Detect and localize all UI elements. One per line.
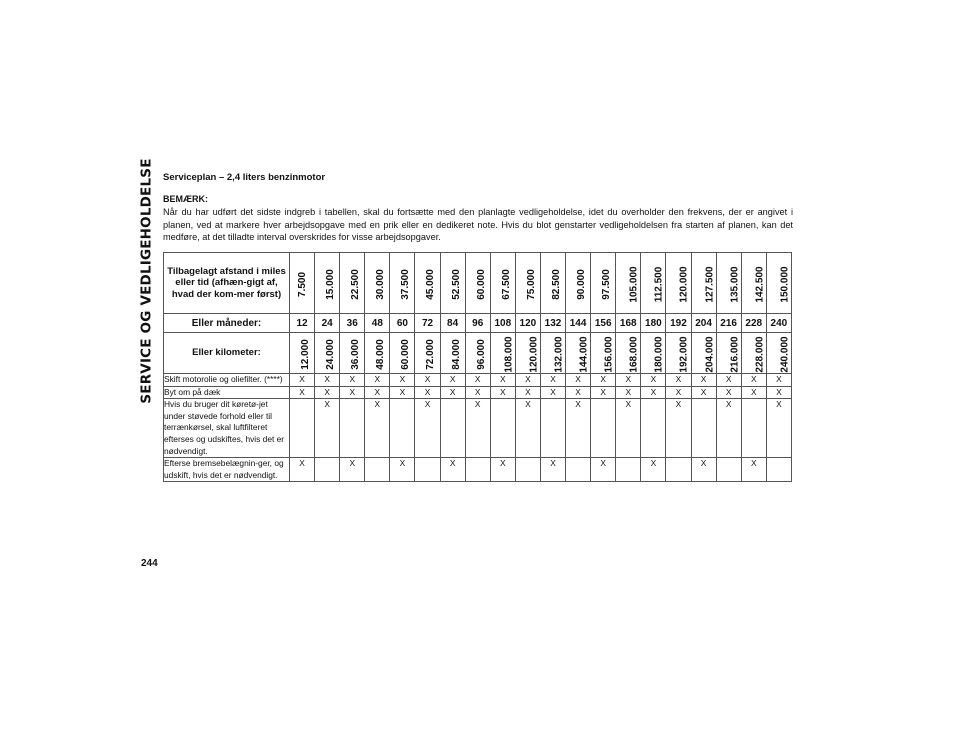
months-interval-value: 216	[716, 314, 741, 333]
miles-interval-cell	[641, 253, 666, 314]
months-header: Eller måneder:	[164, 314, 290, 333]
months-interval-value: 228	[741, 314, 766, 333]
kilometers-interval-value: 96.000	[475, 339, 487, 370]
months-interval-value: 36	[340, 314, 365, 333]
service-mark-cell: X	[616, 399, 641, 458]
miles-interval-cell	[691, 253, 716, 314]
miles-interval-value: 127.500	[704, 266, 716, 303]
kilometers-interval-cell	[390, 333, 415, 374]
service-mark-cell: X	[741, 386, 766, 399]
miles-interval-value: 75.000	[525, 269, 537, 300]
page-title: Serviceplan – 2,4 liters benzinmotor	[163, 172, 326, 183]
service-mark-cell	[641, 399, 666, 458]
note-text: Når du har udført det sidste indgreb i tabellen, skal du fortsætte med den planlagte vedligeholdelse, idet du overholder den frekvens, der er angivet i planen, ved at markere hver arbejdsopgave med en prik eller en dedikeret note. Hvis du blot genstarter vedligeholdelsen fra starten af planen, kan det medføre, at det tilladte interval overskrides for visse arbejdsopgaver.	[163, 207, 793, 242]
service-mark-cell: X	[515, 399, 540, 458]
months-interval-value: 84	[440, 314, 465, 333]
kilometers-interval-cell	[616, 333, 641, 374]
service-mark-cell: X	[666, 399, 691, 458]
miles-interval-value: 45.000	[425, 269, 437, 300]
table-row	[164, 399, 792, 458]
service-mark-cell	[540, 399, 565, 458]
kilometers-interval-value: 132.000	[553, 336, 565, 373]
service-mark-cell: X	[390, 386, 415, 399]
miles-interval-value: 30.000	[375, 269, 387, 300]
kilometers-interval-value: 72.000	[425, 339, 437, 370]
service-mark-cell: X	[465, 374, 490, 387]
service-mark-cell: X	[616, 386, 641, 399]
service-mark-cell: X	[340, 386, 365, 399]
kilometers-interval-value: 168.000	[628, 336, 640, 373]
service-mark-cell: X	[691, 374, 716, 387]
service-mark-cell: X	[415, 399, 440, 458]
miles-interval-cell	[415, 253, 440, 314]
months-interval-value: 96	[465, 314, 490, 333]
service-mark-cell: X	[766, 399, 791, 458]
miles-interval-value: 15.000	[324, 269, 336, 300]
months-interval-value: 72	[415, 314, 440, 333]
service-mark-cell	[515, 458, 540, 482]
task-description: Hvis du bruger dit køretø-jet under støvede forhold eller til terrænkørsel, skal luftfilteret efterses og udskiftes, hvis det er nødvendigt.	[164, 399, 290, 458]
miles-interval-cell	[616, 253, 641, 314]
service-mark-cell: X	[465, 386, 490, 399]
service-mark-cell: X	[716, 399, 741, 458]
service-mark-cell	[465, 458, 490, 482]
service-mark-cell: X	[440, 374, 465, 387]
service-mark-cell: X	[490, 458, 515, 482]
service-mark-cell: X	[290, 374, 315, 387]
service-mark-cell	[390, 399, 415, 458]
service-mark-cell: X	[315, 386, 340, 399]
kilometers-interval-value: 240.000	[779, 336, 791, 373]
table-row	[164, 458, 792, 482]
months-interval-value: 180	[641, 314, 666, 333]
miles-interval-cell	[290, 253, 315, 314]
months-interval-value: 60	[390, 314, 415, 333]
kilometers-interval-cell	[440, 333, 465, 374]
kilometers-interval-value: 192.000	[678, 336, 690, 373]
months-interval-value: 156	[591, 314, 616, 333]
kilometers-interval-value: 48.000	[375, 339, 387, 370]
service-schedule-table	[163, 252, 792, 482]
service-mark-cell: X	[716, 374, 741, 387]
kilometers-interval-cell	[290, 333, 315, 374]
months-interval-value: 120	[515, 314, 540, 333]
service-mark-cell	[315, 458, 340, 482]
service-mark-cell: X	[340, 458, 365, 482]
service-mark-cell: X	[440, 458, 465, 482]
service-mark-cell: X	[566, 399, 591, 458]
kilometers-interval-value: 108.000	[503, 336, 515, 373]
service-mark-cell	[365, 458, 390, 482]
kilometers-interval-value: 228.000	[754, 336, 766, 373]
service-mark-cell: X	[290, 386, 315, 399]
kilometers-interval-cell	[741, 333, 766, 374]
task-description: Skift motorolie og oliefilter. (****)	[164, 374, 290, 387]
kilometers-interval-cell	[365, 333, 390, 374]
section-side-tab-label: SERVICE OG VEDLIGEHOLDELSE	[139, 158, 156, 404]
service-mark-cell: X	[591, 458, 616, 482]
service-mark-cell: X	[290, 458, 315, 482]
service-mark-cell	[616, 458, 641, 482]
kilometers-interval-value: 180.000	[653, 336, 665, 373]
service-mark-cell: X	[666, 374, 691, 387]
miles-interval-cell	[440, 253, 465, 314]
miles-interval-value: 142.500	[754, 266, 766, 303]
kilometers-interval-cell	[691, 333, 716, 374]
miles-interval-value: 52.500	[450, 269, 462, 300]
months-interval-value: 168	[616, 314, 641, 333]
service-mark-cell: X	[515, 386, 540, 399]
mileage-header: Tilbagelagt afstand i miles eller tid (afhæn-gigt af, hvad der kom-mer først)	[164, 253, 290, 314]
miles-interval-value: 120.000	[678, 266, 690, 303]
months-interval-value: 240	[766, 314, 791, 333]
service-mark-cell: X	[641, 374, 666, 387]
miles-interval-value: 135.000	[729, 266, 741, 303]
kilometers-interval-cell	[340, 333, 365, 374]
note-label: BEMÆRK:	[163, 194, 208, 204]
miles-interval-cell	[666, 253, 691, 314]
service-mark-cell: X	[490, 386, 515, 399]
kilometers-interval-cell	[315, 333, 340, 374]
kilometers-interval-value: 24.000	[324, 339, 336, 370]
kilometers-interval-value: 84.000	[450, 339, 462, 370]
kilometers-interval-cell	[415, 333, 440, 374]
miles-interval-cell	[540, 253, 565, 314]
months-interval-value: 108	[490, 314, 515, 333]
kilometers-interval-cell	[641, 333, 666, 374]
service-mark-cell	[290, 399, 315, 458]
table-row	[164, 386, 792, 399]
kilometers-interval-cell	[540, 333, 565, 374]
service-mark-cell: X	[340, 374, 365, 387]
service-mark-cell	[716, 458, 741, 482]
miles-interval-cell	[591, 253, 616, 314]
miles-interval-value: 90.000	[575, 269, 587, 300]
miles-interval-value: 22.500	[349, 269, 361, 300]
service-mark-cell: X	[415, 386, 440, 399]
service-mark-cell: X	[666, 386, 691, 399]
service-mark-cell	[591, 399, 616, 458]
service-mark-cell: X	[390, 374, 415, 387]
service-mark-cell: X	[365, 399, 390, 458]
service-mark-cell: X	[591, 374, 616, 387]
service-mark-cell: X	[741, 374, 766, 387]
kilometers-interval-cell	[465, 333, 490, 374]
months-interval-value: 48	[365, 314, 390, 333]
kilometers-interval-cell	[490, 333, 515, 374]
miles-interval-cell	[766, 253, 791, 314]
service-mark-cell: X	[315, 374, 340, 387]
months-interval-value: 24	[315, 314, 340, 333]
service-mark-cell: X	[641, 386, 666, 399]
kilometers-interval-value: 12.000	[299, 339, 311, 370]
miles-interval-value: 112.500	[653, 266, 665, 303]
miles-interval-value: 37.500	[400, 269, 412, 300]
service-mark-cell: X	[540, 386, 565, 399]
service-mark-cell	[741, 399, 766, 458]
miles-interval-cell	[390, 253, 415, 314]
months-interval-value: 204	[691, 314, 716, 333]
kilometers-interval-value: 60.000	[400, 339, 412, 370]
service-mark-cell: X	[641, 458, 666, 482]
miles-interval-cell	[741, 253, 766, 314]
kilometers-interval-cell	[666, 333, 691, 374]
kilometers-interval-cell	[716, 333, 741, 374]
section-side-tab	[138, 158, 156, 404]
service-mark-cell	[490, 399, 515, 458]
service-mark-cell	[691, 399, 716, 458]
table-row-kilometers	[164, 333, 792, 374]
table-row	[164, 374, 792, 387]
miles-interval-cell	[515, 253, 540, 314]
service-mark-cell: X	[365, 386, 390, 399]
miles-interval-cell	[490, 253, 515, 314]
service-mark-cell: X	[691, 458, 716, 482]
task-description: Byt om på dæk	[164, 386, 290, 399]
service-mark-cell: X	[365, 374, 390, 387]
service-mark-cell: X	[515, 374, 540, 387]
service-mark-cell: X	[490, 374, 515, 387]
months-interval-value: 192	[666, 314, 691, 333]
service-mark-cell	[566, 458, 591, 482]
miles-interval-cell	[365, 253, 390, 314]
service-mark-cell	[340, 399, 365, 458]
kilometers-interval-value: 36.000	[349, 339, 361, 370]
service-mark-cell	[440, 399, 465, 458]
miles-interval-value: 82.500	[550, 269, 562, 300]
service-mark-cell: X	[616, 374, 641, 387]
service-mark-cell: X	[716, 386, 741, 399]
kilometers-interval-value: 216.000	[729, 336, 741, 373]
task-description: Efterse bremsebelægnin-ger, og udskift, hvis det er nødvendigt.	[164, 458, 290, 482]
kilometers-interval-cell	[766, 333, 791, 374]
kilometers-interval-cell	[566, 333, 591, 374]
miles-interval-value: 105.000	[628, 266, 640, 303]
service-mark-cell: X	[415, 374, 440, 387]
kilometers-interval-value: 156.000	[603, 336, 615, 373]
service-mark-cell: X	[315, 399, 340, 458]
kilometers-interval-cell	[515, 333, 540, 374]
service-mark-cell: X	[540, 458, 565, 482]
months-interval-value: 12	[290, 314, 315, 333]
kilometers-interval-value: 144.000	[578, 336, 590, 373]
kilometers-interval-value: 204.000	[704, 336, 716, 373]
miles-interval-value: 67.500	[500, 269, 512, 300]
months-interval-value: 144	[566, 314, 591, 333]
service-mark-cell: X	[766, 374, 791, 387]
kilometers-interval-cell	[591, 333, 616, 374]
service-mark-cell: X	[440, 386, 465, 399]
service-mark-cell: X	[691, 386, 716, 399]
service-mark-cell: X	[766, 386, 791, 399]
miles-interval-value: 97.500	[600, 269, 612, 300]
miles-interval-cell	[465, 253, 490, 314]
service-mark-cell: X	[741, 458, 766, 482]
service-mark-cell	[766, 458, 791, 482]
miles-interval-value: 150.000	[779, 266, 791, 303]
table-row-miles	[164, 253, 792, 314]
miles-interval-cell	[340, 253, 365, 314]
months-interval-value: 132	[540, 314, 565, 333]
service-mark-cell: X	[465, 399, 490, 458]
kilometers-header: Eller kilometer:	[164, 333, 290, 374]
service-mark-cell: X	[566, 386, 591, 399]
miles-interval-cell	[566, 253, 591, 314]
service-mark-cell: X	[566, 374, 591, 387]
page-number: 244	[141, 558, 158, 569]
service-mark-cell: X	[540, 374, 565, 387]
kilometers-interval-value: 120.000	[528, 336, 540, 373]
miles-interval-cell	[716, 253, 741, 314]
service-mark-cell	[415, 458, 440, 482]
miles-interval-value: 7.500	[297, 271, 309, 298]
miles-interval-value: 60.000	[475, 269, 487, 300]
service-mark-cell: X	[390, 458, 415, 482]
table-row-months	[164, 314, 792, 333]
service-mark-cell	[666, 458, 691, 482]
miles-interval-cell	[315, 253, 340, 314]
service-mark-cell: X	[591, 386, 616, 399]
